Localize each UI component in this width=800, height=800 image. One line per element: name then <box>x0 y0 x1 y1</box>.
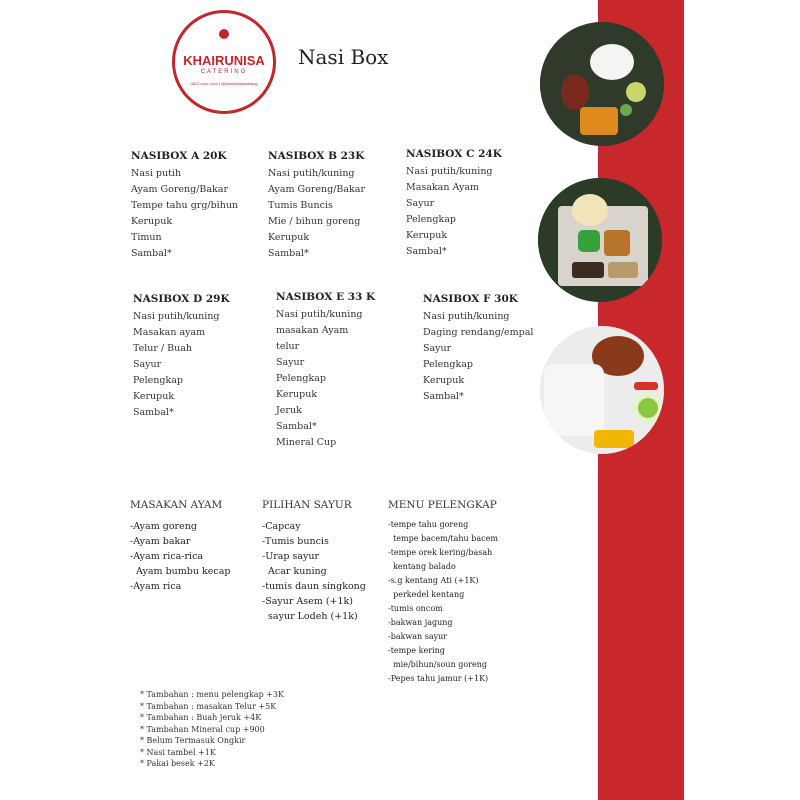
note-item: * Tambahan : menu pelengkap +3K <box>140 690 284 699</box>
nasibox-item: Masakan Ayam <box>406 182 480 193</box>
food-photo-2 <box>538 178 662 302</box>
nasibox-item: Kerupuk <box>276 389 318 400</box>
nasibox-item: Nasi putih/kuning <box>423 311 510 322</box>
nasibox-heading: NASIBOX B 23K <box>268 150 365 162</box>
apple-icon <box>219 29 229 39</box>
section-item: sayur Lodeh (+1k) <box>262 611 358 622</box>
food-illustration-1 <box>540 22 664 146</box>
section-item: -Capcay <box>262 521 301 532</box>
nasibox-item: Mie / bihun goreng <box>268 216 361 227</box>
logo-brand: KHAIRUNISA <box>183 53 265 68</box>
section-item: -Ayam goreng <box>130 521 197 532</box>
nasibox-item: Pelengkap <box>133 375 183 386</box>
nasibox-item: Nasi putih <box>131 168 182 179</box>
section-heading: PILIHAN SAYUR <box>262 499 352 511</box>
note-item: * Belum Termasuk Ongkir <box>140 736 246 745</box>
nasibox-item: Ayam Goreng/Bakar <box>268 184 366 195</box>
nasibox-item: Kerupuk <box>268 232 310 243</box>
nasibox-heading: NASIBOX E 33 K <box>276 291 376 303</box>
section-heading: MASAKAN AYAM <box>130 499 223 511</box>
nasibox-item: Mineral Cup <box>276 437 337 448</box>
section-item: -tempe tahu goreng <box>388 520 469 529</box>
nasibox-heading: NASIBOX F 30K <box>423 293 518 305</box>
nasibox-item: Sambal* <box>133 407 174 418</box>
section-item: tempe bacem/tahu bacem <box>388 534 498 543</box>
nasibox-item: Ayam Goreng/Bakar <box>131 184 229 195</box>
nasibox-item: masakan Ayam <box>276 325 349 336</box>
nasibox-item: Kerupuk <box>133 391 175 402</box>
nasibox-0 <box>131 148 238 262</box>
section-item: -tumis oncom <box>388 604 443 613</box>
food-illustration-3 <box>540 326 664 454</box>
nasibox-item: Sambal* <box>406 246 447 257</box>
nasibox-item: Sambal* <box>423 391 464 402</box>
section-item: -Sayur Asem (+1k) <box>262 596 353 607</box>
section-item: mie/bihun/soun goreng <box>388 660 488 669</box>
nasibox-item: Nasi putih/kuning <box>276 309 363 320</box>
nasibox-item: Kerupuk <box>406 230 448 241</box>
nasibox-item: Pelengkap <box>406 214 456 225</box>
nasibox-item: Kerupuk <box>423 375 465 386</box>
nasibox-item: Nasi putih/kuning <box>406 166 493 177</box>
section-heading: MENU PELENGKAP <box>388 499 497 511</box>
section-item: -tempe orek kering/basah <box>388 548 493 557</box>
logo-contact: 0812-xxxx-xxxx | @khairunisacatering <box>190 81 258 86</box>
nasibox-item: Sayur <box>133 359 162 370</box>
food-photo-1 <box>540 22 664 146</box>
nasibox-item: Jeruk <box>276 405 302 416</box>
nasibox-2 <box>406 146 502 260</box>
section-item: -Ayam rica <box>130 581 182 592</box>
nasibox-item: Tempe tahu grg/bihun <box>131 200 239 211</box>
logo-badge <box>172 10 276 114</box>
page-title: Nasi Box <box>298 45 389 69</box>
nasibox-item: Daging rendang/empal <box>423 327 534 338</box>
nasibox-heading: NASIBOX C 24K <box>406 148 502 160</box>
nasibox-5 <box>423 291 533 405</box>
section-item: kentang balado <box>388 562 456 571</box>
food-photo-3 <box>540 326 664 454</box>
food-illustration-2 <box>538 178 662 302</box>
section-0 <box>130 498 230 594</box>
section-item: -Tumis buncis <box>262 536 329 547</box>
section-item: -bakwan jagung <box>388 618 453 627</box>
section-item: -Ayam rica-rica <box>130 551 204 562</box>
note-item: * Tambahan : Buah jeruk +4K <box>140 713 262 722</box>
nasibox-item: Telur / Buah <box>133 343 193 354</box>
nasibox-item: telur <box>276 341 300 352</box>
nasibox-item: Sambal* <box>268 248 309 259</box>
note-item: * Tambahan Mineral cup +900 <box>140 724 265 734</box>
nasibox-1 <box>268 148 365 262</box>
section-item: Acar kuning <box>262 566 327 577</box>
section-item: Ayam bumbu kecap <box>130 566 231 577</box>
section-item: -Ayam bakar <box>130 536 191 547</box>
nasibox-item: Nasi putih/kuning <box>268 168 355 179</box>
notes-list <box>140 689 284 770</box>
nasibox-heading: NASIBOX D 29K <box>133 293 230 305</box>
nasibox-item: Sayur <box>406 198 435 209</box>
section-item: -bakwan sayur <box>388 632 448 641</box>
section-item: -tempe kering <box>388 646 445 655</box>
note-item: * Nasi tambel +1K <box>140 747 216 757</box>
section-1 <box>262 498 366 624</box>
nasibox-item: Sayur <box>276 357 305 368</box>
nasibox-item: Sambal* <box>276 421 317 432</box>
note-item: * Pakai besek +2K <box>140 759 215 768</box>
nasibox-item: Pelengkap <box>276 373 326 384</box>
nasibox-item: Timun <box>131 232 162 243</box>
section-item: -Pepes tahu jamur (+1K) <box>388 674 489 683</box>
nasibox-3 <box>133 291 230 421</box>
nasibox-heading: NASIBOX A 20K <box>131 150 227 162</box>
section-2 <box>388 498 498 686</box>
nasibox-item: Kerupuk <box>131 216 173 227</box>
nasibox-item: Tumis Buncis <box>268 200 333 211</box>
nasibox-4 <box>276 289 375 451</box>
section-item: -Urap sayur <box>262 551 320 562</box>
nasibox-item: Sayur <box>423 343 452 354</box>
logo-subtitle: CATERING <box>200 69 248 75</box>
nasibox-item: Sambal* <box>131 248 172 259</box>
section-item: perkedel kentang <box>388 590 465 599</box>
note-item: * Tambahan : masakan Telur +5K <box>140 701 277 711</box>
nasibox-item: Pelengkap <box>423 359 473 370</box>
section-item: -s.g kentang Ati (+1K) <box>388 576 479 585</box>
nasibox-item: Nasi putih/kuning <box>133 311 220 322</box>
nasibox-item: Masakan ayam <box>133 327 206 338</box>
section-item: -tumis daun singkong <box>262 581 366 592</box>
